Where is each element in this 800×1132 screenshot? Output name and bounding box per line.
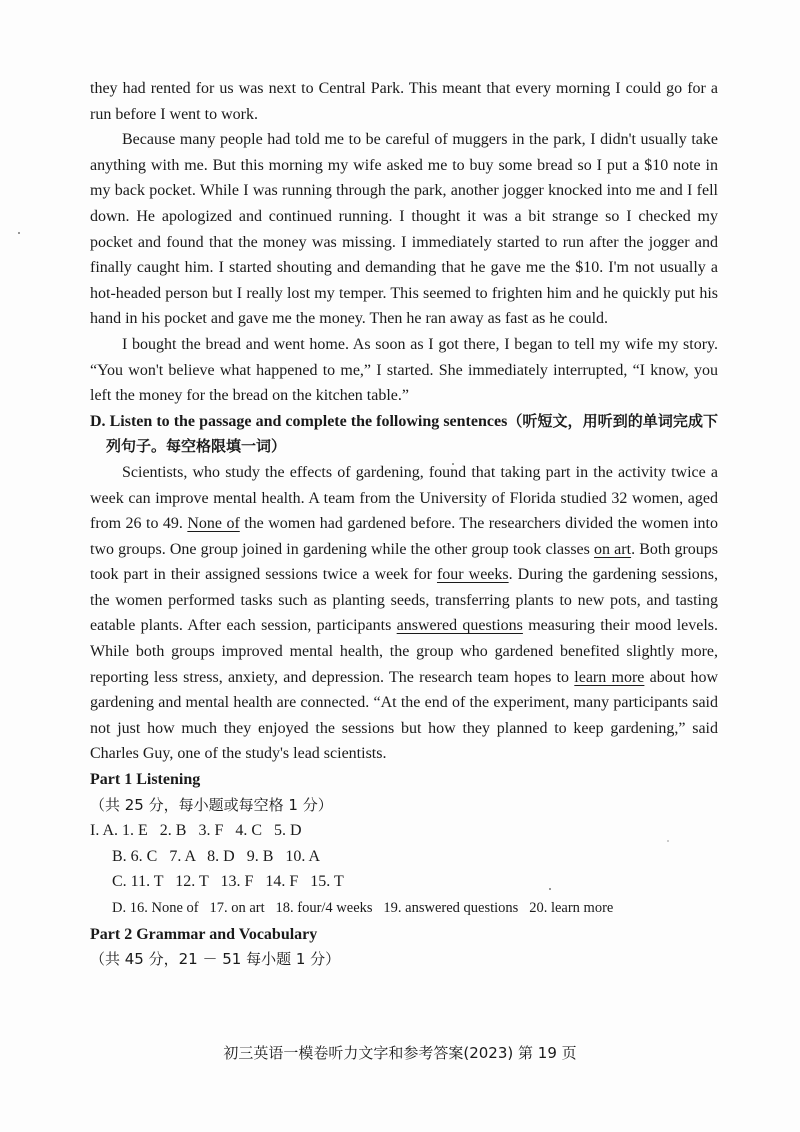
- passage-c-paragraph-1: they had rented for us was next to Central Park. This meant that every morning I could go for a run before I went to work.: [90, 80, 718, 123]
- passage-text: Scientists, who study the effects of gardening, found that taking part in the activity twice a week can improve mental health. A team from the University of Florida studied 32 women, aged from 26 to 49.: [90, 463, 718, 533]
- blank-answer-16: None of: [187, 515, 240, 533]
- passage-text: . Both groups took part in their assigned sessions twice a week for: [90, 540, 719, 584]
- part2-score: （共 45 分，21 － 51 每小题 1 分）: [90, 950, 341, 969]
- part1-score: （共 25 分，每小题或每空格 1 分）: [90, 795, 333, 814]
- section-d-heading-cn: （听短文，用听到的单词完成下列句子。每空格限填一词）: [106, 411, 718, 456]
- passage-text: . During the gardening sessions, the women performed tasks such as planting seeds, transferring plants to new pots, and tasting eatable plants. After each session, participants: [90, 566, 718, 635]
- blank-answer-19: answered questions: [396, 617, 523, 635]
- passage-c-paragraph-2: Because many people had told me to be careful of muggers in the park, I didn't usually take anything with me. But this morning my wife asked me to buy some bread so I put a $10 note in my back pocket. While I was running through the park, another jogger knocked into me and I fell down. He apologized and continued running. I thought it was a bit strange so I checked my pocket and found that the money was missing. I immediately started to run after the jogger and finally caught him. I started shouting and demanding that he gave me the $10. I'm not usually a hot-headed person but I really lost my temper. This seemed to frighten him and he quickly put his hand in his pocket and gave me the money. Then he ran away as fast as he could.: [90, 131, 718, 328]
- page-footer: 初三英语一模卷听力文字和参考答案(2023) 第 19 页: [223, 1044, 577, 1062]
- answer-row-c: C. 11. T 12. T 13. F 14. F 15. T: [112, 873, 344, 891]
- part1-title: Part 1 Listening: [90, 771, 201, 789]
- part2-title: Part 2 Grammar and Vocabulary: [90, 925, 318, 943]
- passage-text: about how gardening and mental health are connected. “At the end of the experiment, many participants said not just how much they enjoyed the sessions but how they planned to keep gardening,” said Charles Guy, one of the study's lead scientists.: [90, 668, 718, 763]
- answer-row-d: [90, 895, 718, 922]
- passage-text: the women had gardened before. The researchers divided the women into two groups. One group joined in gardening while the other group took classes: [90, 515, 719, 558]
- blank-answer-17: on art: [594, 540, 632, 558]
- passage-text: measuring their mood levels. While both groups improved mental health, the group who gardened benefited slightly more, reporting less stress, anxiety, and depression. The research team hopes to: [90, 617, 719, 686]
- section-d-heading: [90, 409, 718, 460]
- scan-speck: [18, 232, 20, 234]
- passage-c-paragraph-3: I bought the bread and went home. As soon as I got there, I began to tell my wife my story. “You won't believe what happened to me,” I started. She immediately interrupted, “I know, you left the money for the bread on the kitchen table.”: [90, 335, 718, 405]
- page-content: [90, 76, 718, 973]
- blank-answer-20: learn more: [574, 668, 645, 686]
- section-d-passage: [90, 460, 718, 767]
- section-d-heading-en: D. Listen to the passage and complete the following sentences: [90, 412, 508, 430]
- answer-row-b: B. 6. C 7. A 8. D 9. B 10. A: [112, 847, 321, 865]
- blank-answer-18: four weeks: [436, 566, 509, 584]
- answer-row-i: I. A. 1. E 2. B 3. F 4. C 5. D: [90, 822, 302, 840]
- answer-row-d-text: D. 16. None of 17. on art 18. four/4 weeks 19. answered questions 20. learn more: [112, 900, 614, 916]
